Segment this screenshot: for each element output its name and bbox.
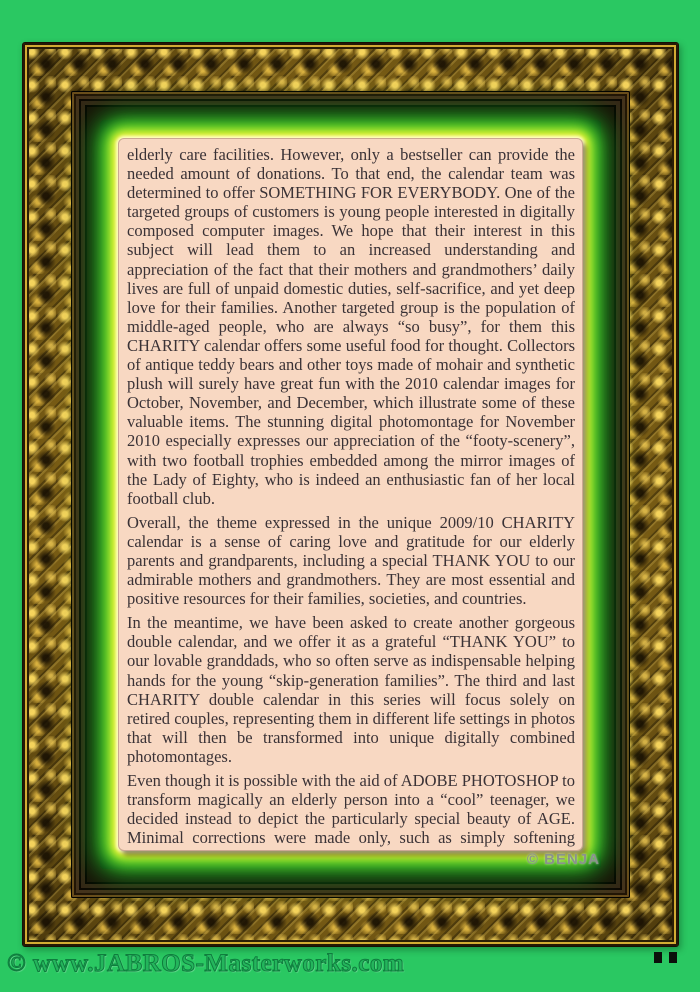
document-paragraph: Even though it is possible with the aid of ADOBE PHOTOSHOP to transform magically an elderly person into a “cool” teenager, we decided instead to depict the particularly special beauty of AGE. Minimal corrections were made only, such as simply softening [127, 771, 575, 848]
document-text-panel [118, 138, 583, 851]
document-paragraph: In the meantime, we have been asked to create another gorgeous double calendar, and we offer it as a grateful “THANK YOU” to our lovable granddads, who so often serve as indispensable helping hands for the young “skip-generation families”. The third and last CHARITY double calendar in this series will focus solely on retired couples, representing them in different life settings in photos that will then be transformed into unique digitally combined photomontages. [127, 613, 575, 766]
neon-glow-border [100, 120, 601, 869]
frame-inner-bevel [71, 91, 630, 898]
black-mark-right [669, 952, 677, 963]
ornate-gold-frame [22, 42, 679, 947]
black-mark-left [654, 952, 662, 963]
artist-watermark: © BENJA [526, 851, 600, 868]
site-copyright: © www.JABROS-Masterworks.com [7, 950, 405, 977]
document-paragraph: elderly care facilities. However, only a bestseller can provide the needed amount of donations. To that end, the calendar team was determined to offer SOMETHING FOR EVERYBODY. One of the targeted groups of customers is young people interested in digitally composed computer images. We hope that their interest in this subject will lead them to an increased understanding and appreciation of the fact that their mothers and grandmothers’ daily lives are full of unpaid domestic duties, self-sacrifice, and yet deep love for their families. Another targeted group is the population of middle-aged people, who are always “so busy”, for them this CHARITY calendar offers some useful food for thought. Collectors of antique teddy bears and other toys made of mohair and synthetic plush will surely have great fun with the 2010 calendar images for October, November, and December, which illustrate some of these valuable items. The stunning digital photomontage for November 2010 especially expresses our appreciation of the “footy-scenery”, with two football trophies embedded among the mirror images of the Lady of Eighty, who is indeed an enthusiastic fan of her local football club. [127, 145, 575, 508]
document-paragraph: Overall, the theme expressed in the unique 2009/10 CHARITY calendar is a sense of caring love and gratitude for our elderly parents and grandparents, including a special THANK YOU to our admirable mothers and grandmothers. They are most essential and positive resources for their families, societies, and countries. [127, 512, 575, 609]
